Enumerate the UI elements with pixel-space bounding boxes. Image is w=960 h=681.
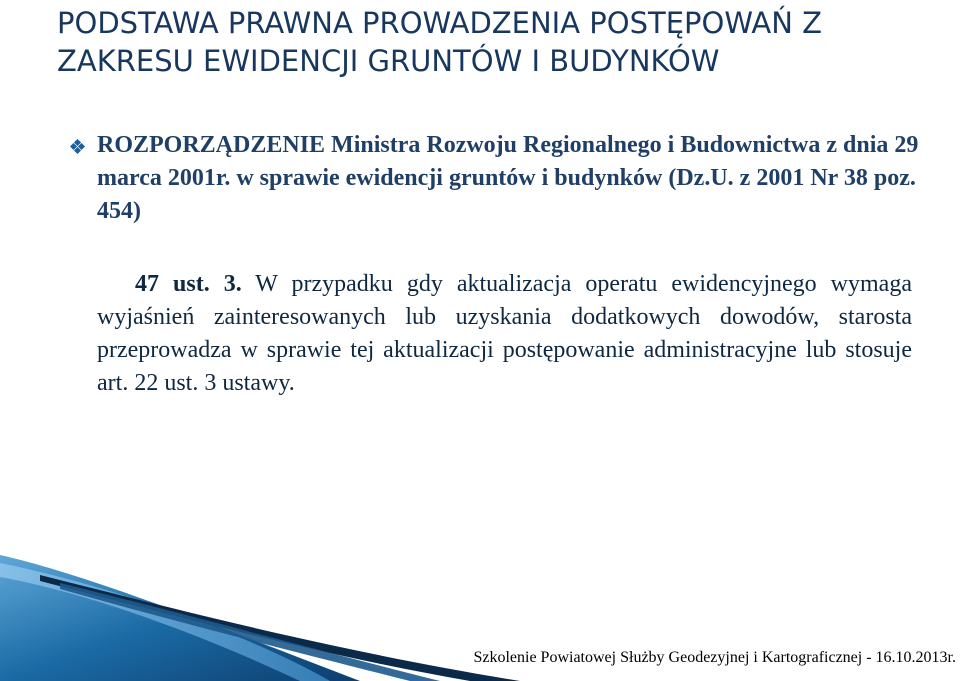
diamond-bullet-icon xyxy=(70,139,86,155)
decorative-wave xyxy=(0,555,520,681)
article-paragraph xyxy=(97,268,912,400)
footer-text: Szkolenie Powiatowej Służby Geodezyjnej i Kartograficznej - 16.10.2013r. xyxy=(473,649,956,666)
article-text: W przypadku gdy aktualizacja operatu ewidencyjnego wymaga wyjaśnień zainteresowanych lub uzyskania dodatkowych dowodów, starosta przeprowadza w sprawie tej aktualizacji postępowanie administracyjne lub stosuje art. 22 ust. 3 ustawy. xyxy=(97,271,912,396)
slide-title: PODSTAWA PRAWNA PROWADZENIA POSTĘPOWAŃ Z ZAKRESU EWIDENCJI GRUNTÓW I BUDYNKÓW xyxy=(57,6,823,78)
regulation-reference: ROZPORZĄDZENIE Ministra Rozwoju Regionalnego i Budownictwa z dnia 29 marca 2001r. w sprawie ewidencji gruntów i budynków (Dz.U. z 2001 Nr 38 poz. 454) xyxy=(97,132,919,224)
article-number: 47 ust. 3. xyxy=(135,271,242,297)
